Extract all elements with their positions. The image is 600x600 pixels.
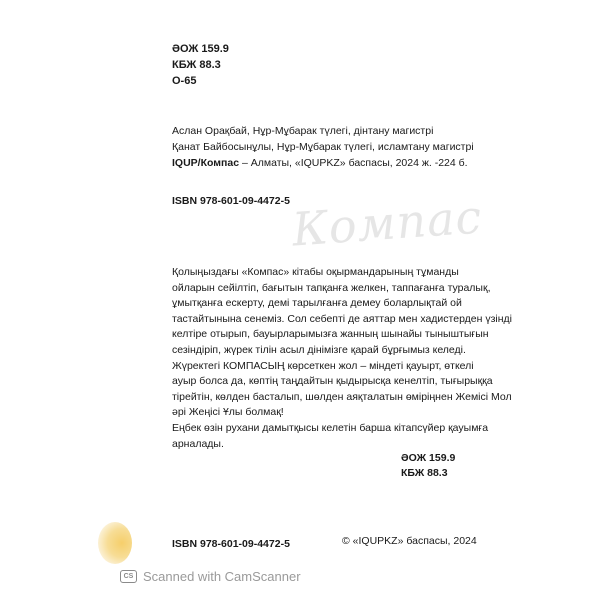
paragraph <box>172 359 512 421</box>
publisher-title: IQUP/Компас <box>172 157 240 169</box>
authors-block <box>172 123 474 171</box>
annotation-text <box>172 265 513 452</box>
yellow-sticker-mark <box>98 522 132 564</box>
camscanner-text: Scanned with CamScanner <box>143 569 301 584</box>
text-line: тастайтынына сенеміз. Сол себепті де аяттар мен хадистерден үзінді <box>172 312 513 325</box>
text-line: ауыр болса да, көптің таңдайтын қыдырысқа кенелтіп, тығырыққа <box>172 375 493 388</box>
title-watermark: Компас <box>290 189 484 257</box>
text-line: әрі Жеңісі Ұлы болмақ! <box>172 406 284 419</box>
author-line: Қанат Байбосынұлы, Нұр-Мұбарак түлегі, исламтану магистрі <box>172 141 474 153</box>
publisher-line <box>172 155 474 171</box>
udc-code: ӘОЖ 159.9 <box>401 452 456 464</box>
paragraph <box>172 421 489 452</box>
author-mark: О-65 <box>172 75 197 87</box>
text-line: Еңбек өзін рухани дамытқысы келетін барша кітапсүйер қауымға <box>172 421 489 434</box>
isbn-bottom: ISBN 978-601-09-4472-5 <box>172 538 290 550</box>
text-line: арналады. <box>172 437 224 450</box>
text-line: тірейтін, көлден басталып, шөлден аяқталатын өміріңнен Жемісі Мол <box>172 390 512 403</box>
text-line: Қолыңыздағы «Компас» кітабы оқырмандарының тұманды <box>172 266 459 278</box>
author-line: Аслан Орақбай, Нұр-Мұбарак түлегі, дінтану магистрі <box>172 125 434 137</box>
copyright-notice: © «IQUPKZ» баспасы, 2024 <box>342 535 477 547</box>
camscanner-watermark <box>120 569 301 584</box>
udc-code: ӘОЖ 159.9 <box>172 43 229 55</box>
text-line: Жүректегі КОМПАСЫҢ көрсеткен жол – міндеті қауырт, өткелі <box>172 359 474 372</box>
lbc-code: КБЖ 88.3 <box>401 467 448 479</box>
lbc-code: КБЖ 88.3 <box>172 59 221 71</box>
publisher-details: – Алматы, «IQUPKZ» баспасы, 2024 ж. -224 б. <box>239 157 468 169</box>
text-line: ойларын сейілтіп, бағытын тапқанға желкен, таппағанға туралық, <box>172 281 491 294</box>
isbn-top: ISBN 978-601-09-4472-5 <box>172 195 290 207</box>
classification-codes-top <box>172 41 229 89</box>
classification-codes-bottom <box>401 451 455 481</box>
text-line: ұмытқанға ескерту, демі тарылғанға демеу боларлықтай ой <box>172 297 462 310</box>
text-line: келтіре отырып, бауырларымызға жанның шынайы тыныштығын <box>172 328 489 341</box>
text-line: сезіндіріп, жүрек тілін асыл дінімізге қарай бұрғымыз келеді. <box>172 343 466 356</box>
camscanner-icon: CS <box>120 570 137 583</box>
paragraph <box>172 265 513 359</box>
